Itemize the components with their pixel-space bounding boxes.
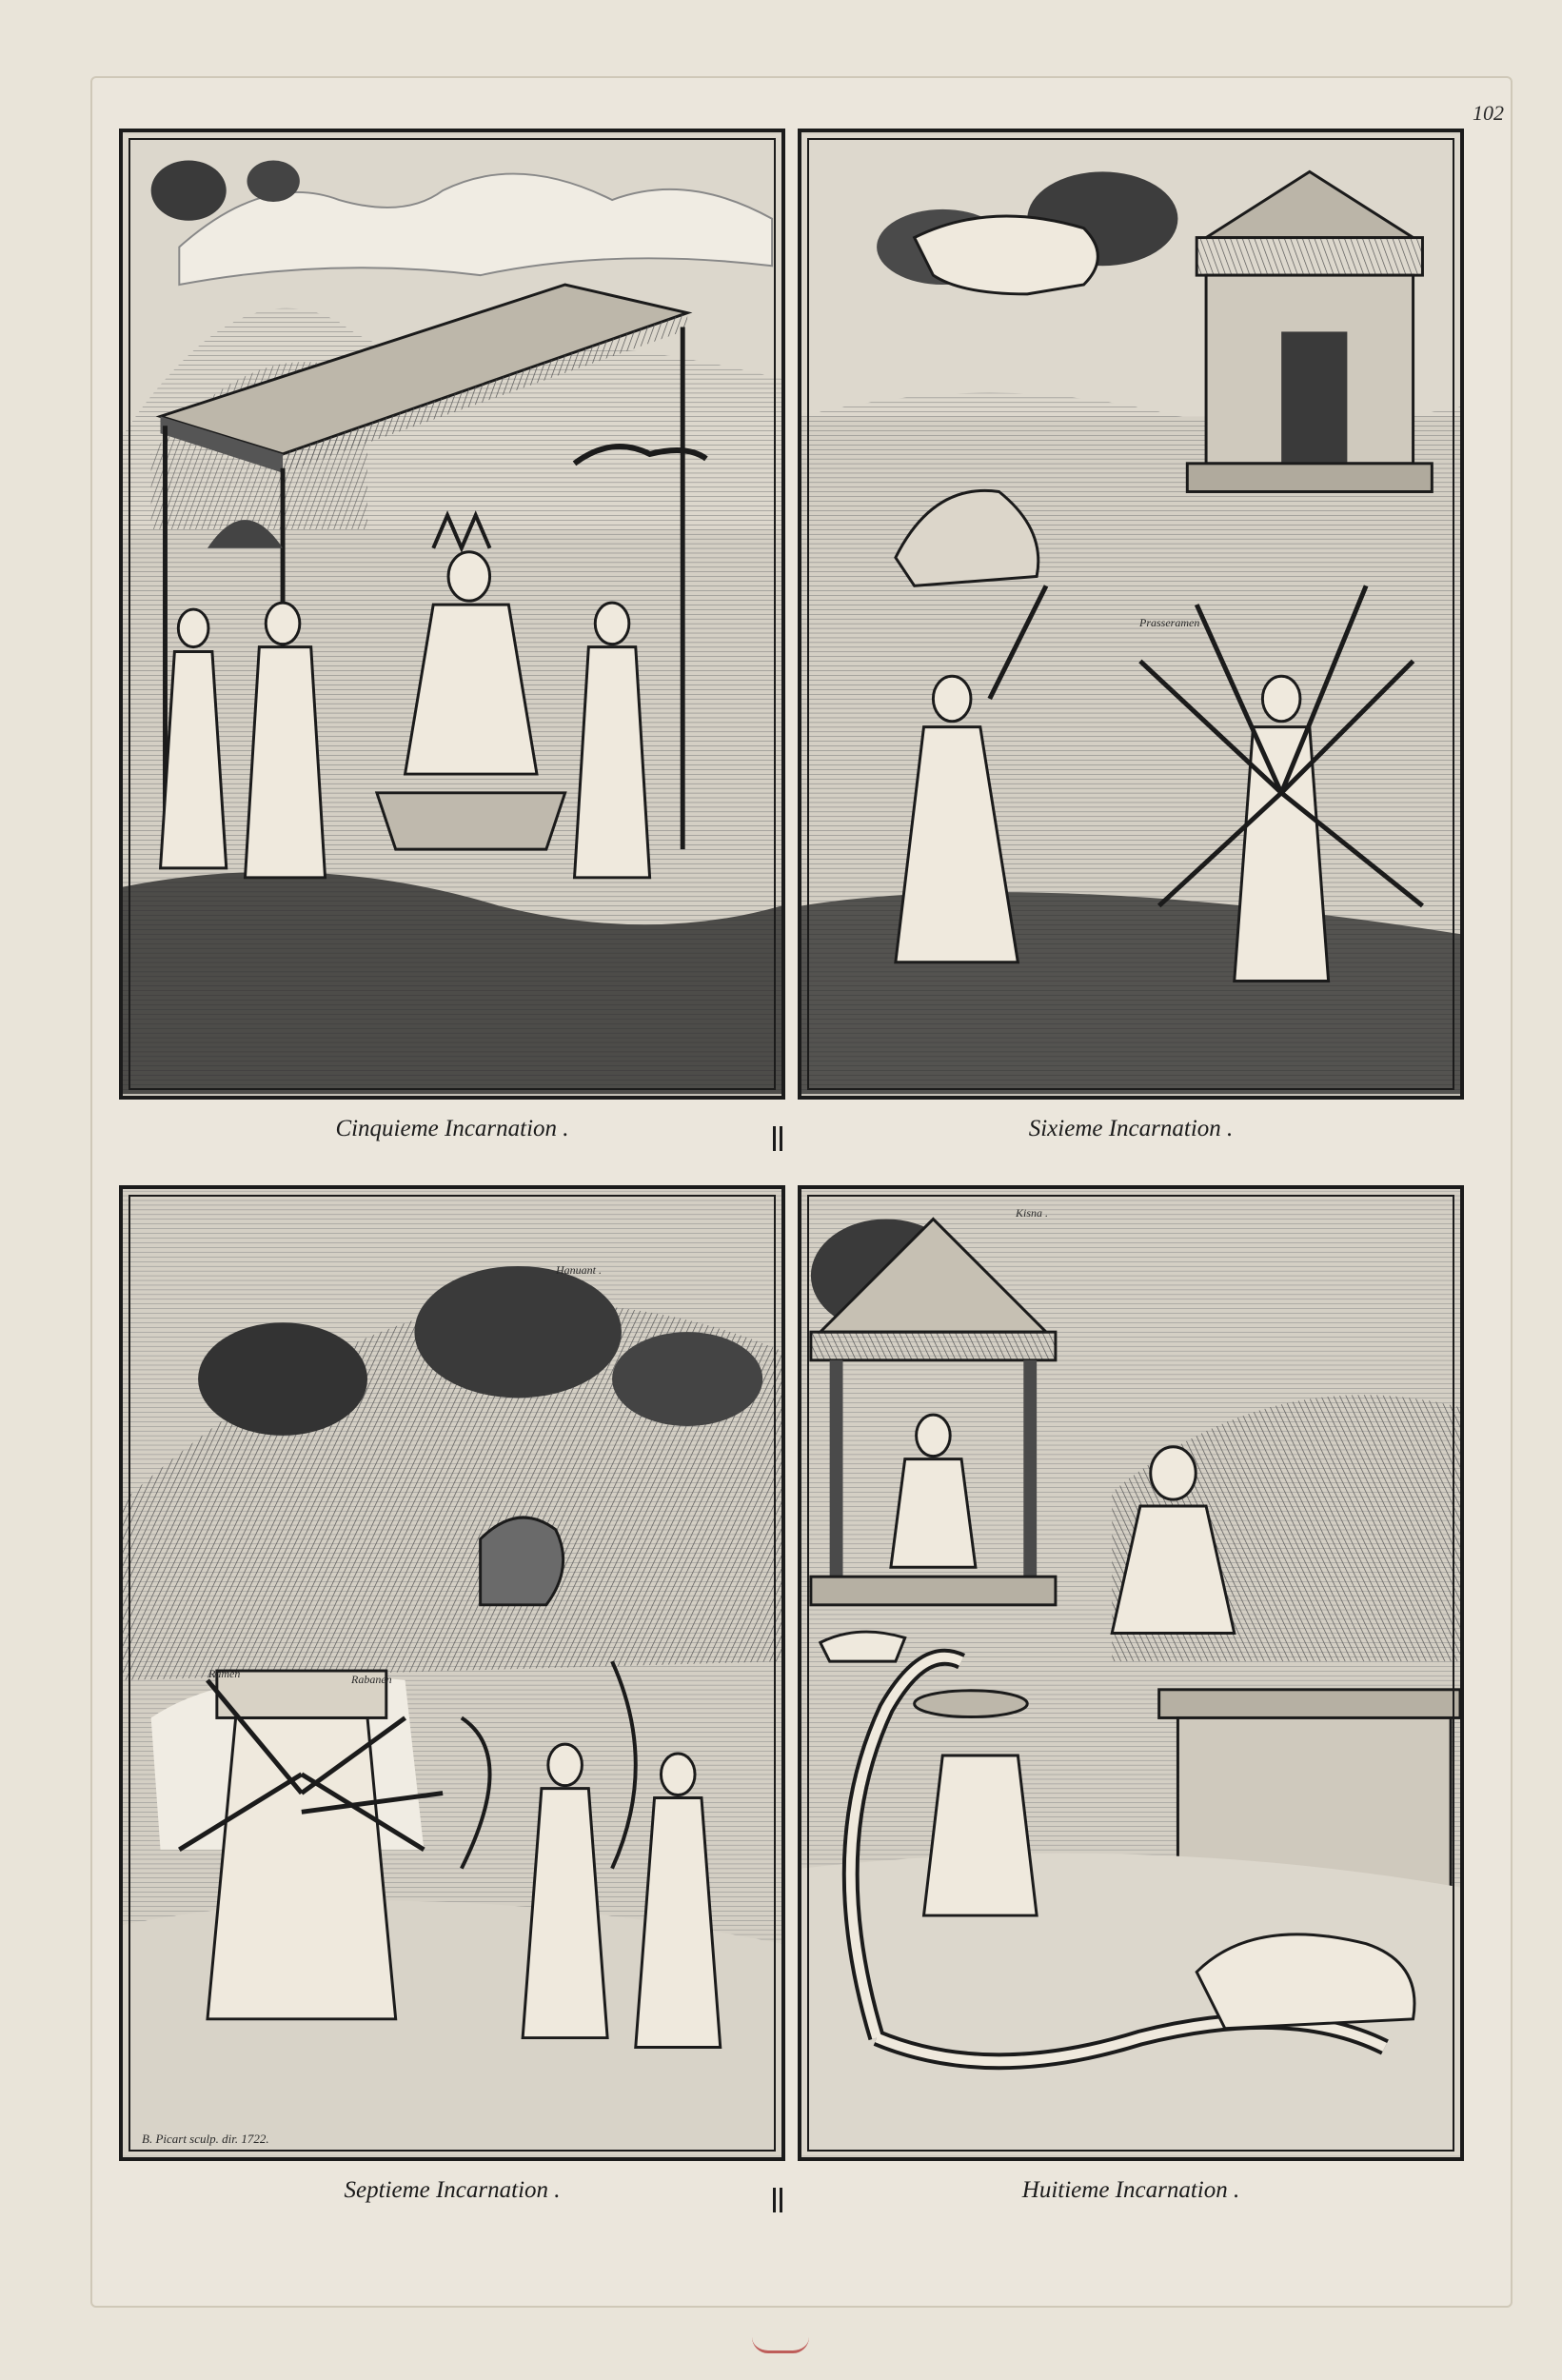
panel-sixieme-incarnation — [798, 129, 1464, 1100]
panel-septieme-incarnation — [119, 1185, 785, 2161]
caption-sixieme-incarnation: Sixieme Incarnation . — [1028, 1116, 1234, 1141]
center-registration-mark-bottom — [773, 2188, 782, 2212]
sixieme-incarnation-engraving — [801, 132, 1460, 1096]
caption-huitieme-incarnation: Huitieme Incarnation . — [1021, 2177, 1240, 2203]
panel-cinquieme-incarnation — [119, 129, 785, 1100]
label-prasseramen: Prasseramen — [1139, 616, 1200, 629]
page-number: 102 — [1473, 101, 1504, 125]
cinquieme-incarnation-engraving — [123, 132, 781, 1096]
label-hanuant: Hanuant . — [556, 1263, 602, 1277]
engraver-signature: B. Picart sculp. dir. 1722. — [142, 2132, 269, 2146]
label-kisna: Kisna . — [1016, 1206, 1049, 1220]
label-ramen: Ramen — [208, 1667, 241, 1680]
center-registration-mark — [773, 1126, 782, 1151]
collection-stamp — [752, 2337, 809, 2353]
label-rabanen: Rabanen — [351, 1673, 392, 1686]
panel-huitieme-incarnation — [798, 1185, 1464, 2161]
caption-cinquieme-incarnation: Cinquieme Incarnation . — [335, 1116, 569, 1141]
huitieme-incarnation-engraving — [801, 1189, 1460, 2157]
caption-septieme-incarnation: Septieme Incarnation . — [344, 2177, 561, 2203]
